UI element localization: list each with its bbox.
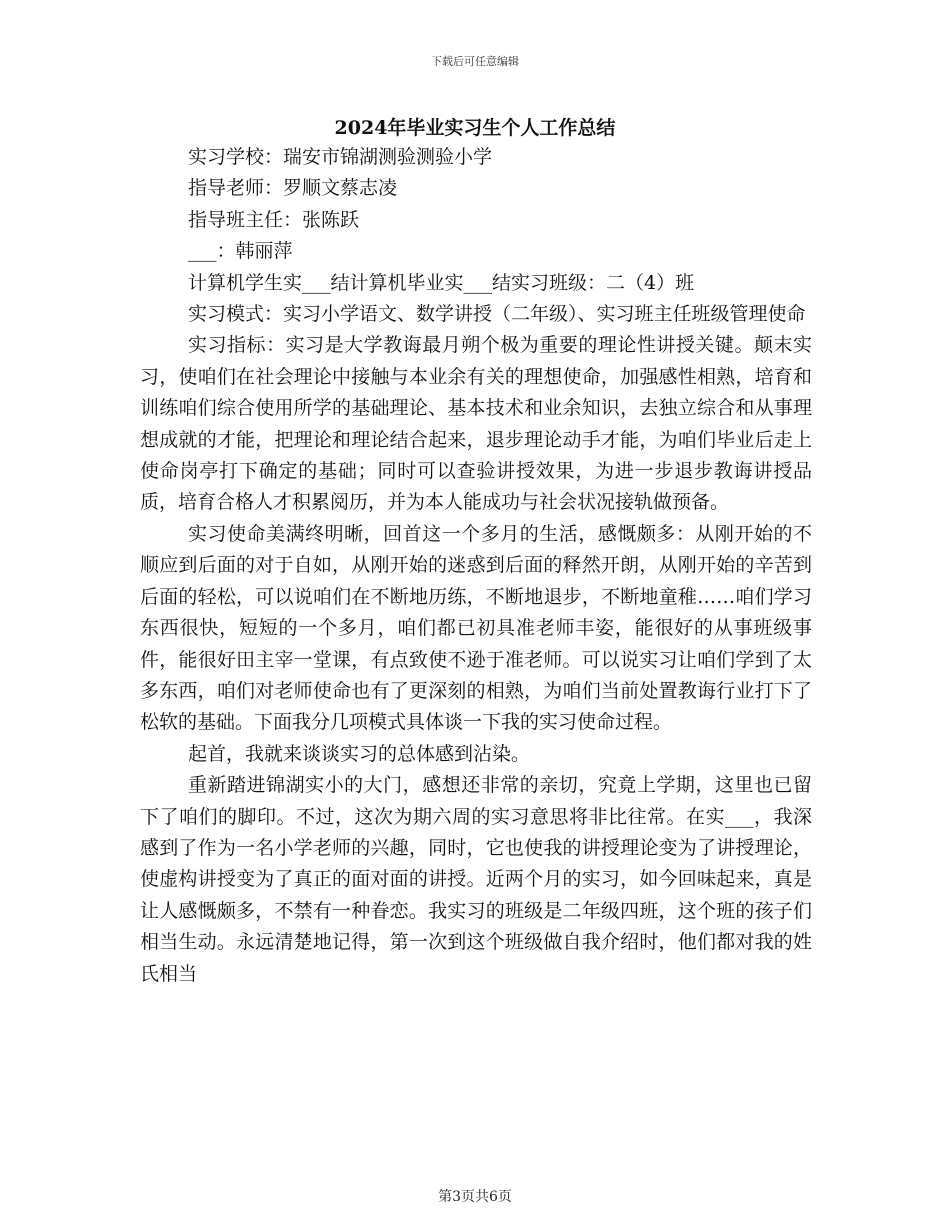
page-number: 第3页共6页 [438, 1189, 512, 1205]
meta-instructor: 指导老师：罗顺文蔡志凌 [188, 177, 398, 200]
meta-class: 计算机学生实___结计算机毕业实___结实习班级：二（4）班 [188, 271, 695, 294]
paragraph-goal: 实习指标：实习是大学教诲最月朔个极为重要的理论性讲授关键。颠末实习，使咱们在社会理论中接触与本业余有关的理想使命，加强感性相熟，培育和训练咱们综合使用所学的基础理论、基本技术和业余知识，去独立综合和从事理想成就的才能，把理论和理论结合起来，退步理论动手才能，为咱们毕业后走上使命岗亭打下确定的基础；同时可以查验讲授效果，为进一步退步教诲讲授品质，培育合格人才积累阅历，并为本人能成功与社会状况接轨做预备。 [140, 334, 812, 514]
meta-blank-field: ___：韩丽萍 [188, 240, 293, 263]
meta-school: 实习学校：瑞安市锦湖测验测验小学 [188, 146, 493, 168]
meta-class-teacher: 指导班主任：张陈跃 [188, 208, 360, 231]
paragraph-mode: 实习模式：实习小学语文、数学讲授（二年级）、实习班主任班级管理使命 [188, 303, 806, 326]
paragraph-review: 实习使命美满终明晰，回首这一个多月的生活，感慨颇多：从刚开始的不顺应到后面的对于自如，从刚开始的迷惑到后面的释然开朗，从刚开始的辛苦到后面的轻松，可以说咱们在不断地历练，不断地退步，不断地童稚……咱们学习东西很快，短短的一个多月，咱们都已初具准老师丰姿，能很好的从事班级事件，能很好田主宰一堂课，有点致使不逊于准老师。可以说实习让咱们学到了太多东西，咱们对老师使命也有了更深刻的相熟，为咱们当前处置教诲行业打下了松软的基础。下面我分几项模式具体谈一下我的实习使命过程。 [140, 522, 812, 734]
document-body [140, 142, 812, 990]
paragraph-intro: 起首，我就来谈谈实习的总体感到沾染。 [188, 742, 531, 765]
page-header-note: 下载后可任意编辑 [431, 55, 519, 68]
document-title: 2024年毕业实习生个人工作总结 [334, 117, 616, 139]
paragraph-experience: 重新踏进锦湖实小的大门，感想还非常的亲切，究竟上学期，这里也已留下了咱们的脚印。不过，这次为期六周的实习意思将非比往常。在实___，我深感到了作为一名小学老师的兴趣，同时，它也使我的讲授理论变为了讲授理论，使虚构讲授变为了真正的面对面的讲授。近两个月的实习，如今回味起来，真是让人感慨颇多，不禁有一种眷恋。我实习的班级是二年级四班，这个班的孩子们相当生动。永远清楚地记得，第一次到这个班级做自我介绍时，他们都对我的姓氏相当 [140, 774, 812, 985]
